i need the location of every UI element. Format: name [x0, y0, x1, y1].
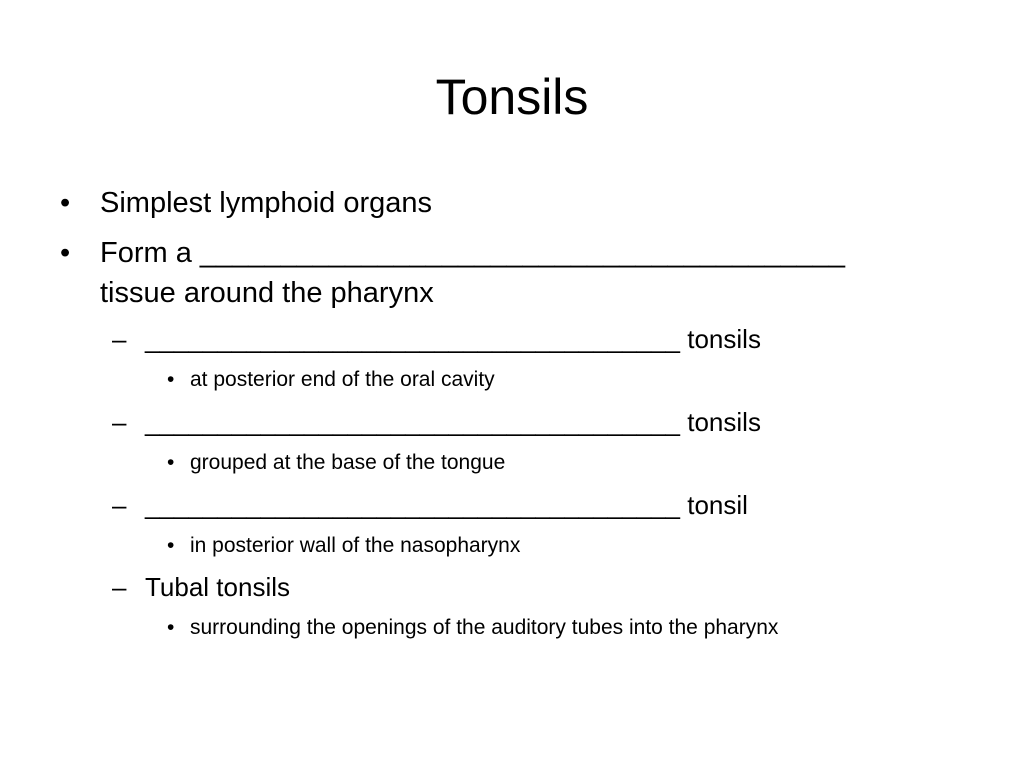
sub-sub-bullet-marker: •	[167, 616, 175, 639]
sub-bullet-text: Tubal tonsils	[145, 572, 290, 602]
bullet-text: Simplest lymphoid organs	[100, 187, 433, 219]
bullet-marker: •	[60, 237, 71, 269]
sub-bullet-text: _____________________________________ tonsil	[145, 490, 748, 520]
dash-marker: –	[112, 490, 127, 520]
sub-sub-bullet-text: surrounding the openings of the auditory tubes into the pharynx	[190, 616, 779, 639]
dash-marker: –	[112, 407, 127, 437]
dash-marker: –	[112, 572, 127, 602]
sub-sub-bullet-text: at posterior end of the oral cavity	[190, 368, 495, 391]
sub-bullet-text: _____________________________________ tonsils	[145, 407, 761, 437]
sub-sub-bullet-marker: •	[167, 534, 175, 557]
sub-sub-bullet-marker: •	[167, 451, 175, 474]
sub-sub-bullet-text: in posterior wall of the nasopharynx	[190, 534, 521, 557]
sub-sub-bullet-marker: •	[167, 368, 175, 391]
dash-marker: –	[112, 324, 127, 354]
bullet-text: Form a ________________________________________	[100, 237, 846, 269]
bullet-text-continuation: tissue around the pharynx	[100, 277, 434, 309]
slide-title: Tonsils	[435, 69, 589, 125]
sub-bullet-text: _____________________________________ tonsils	[145, 324, 761, 354]
sub-sub-bullet-text: grouped at the base of the tongue	[190, 451, 506, 474]
bullet-marker: •	[60, 187, 71, 219]
